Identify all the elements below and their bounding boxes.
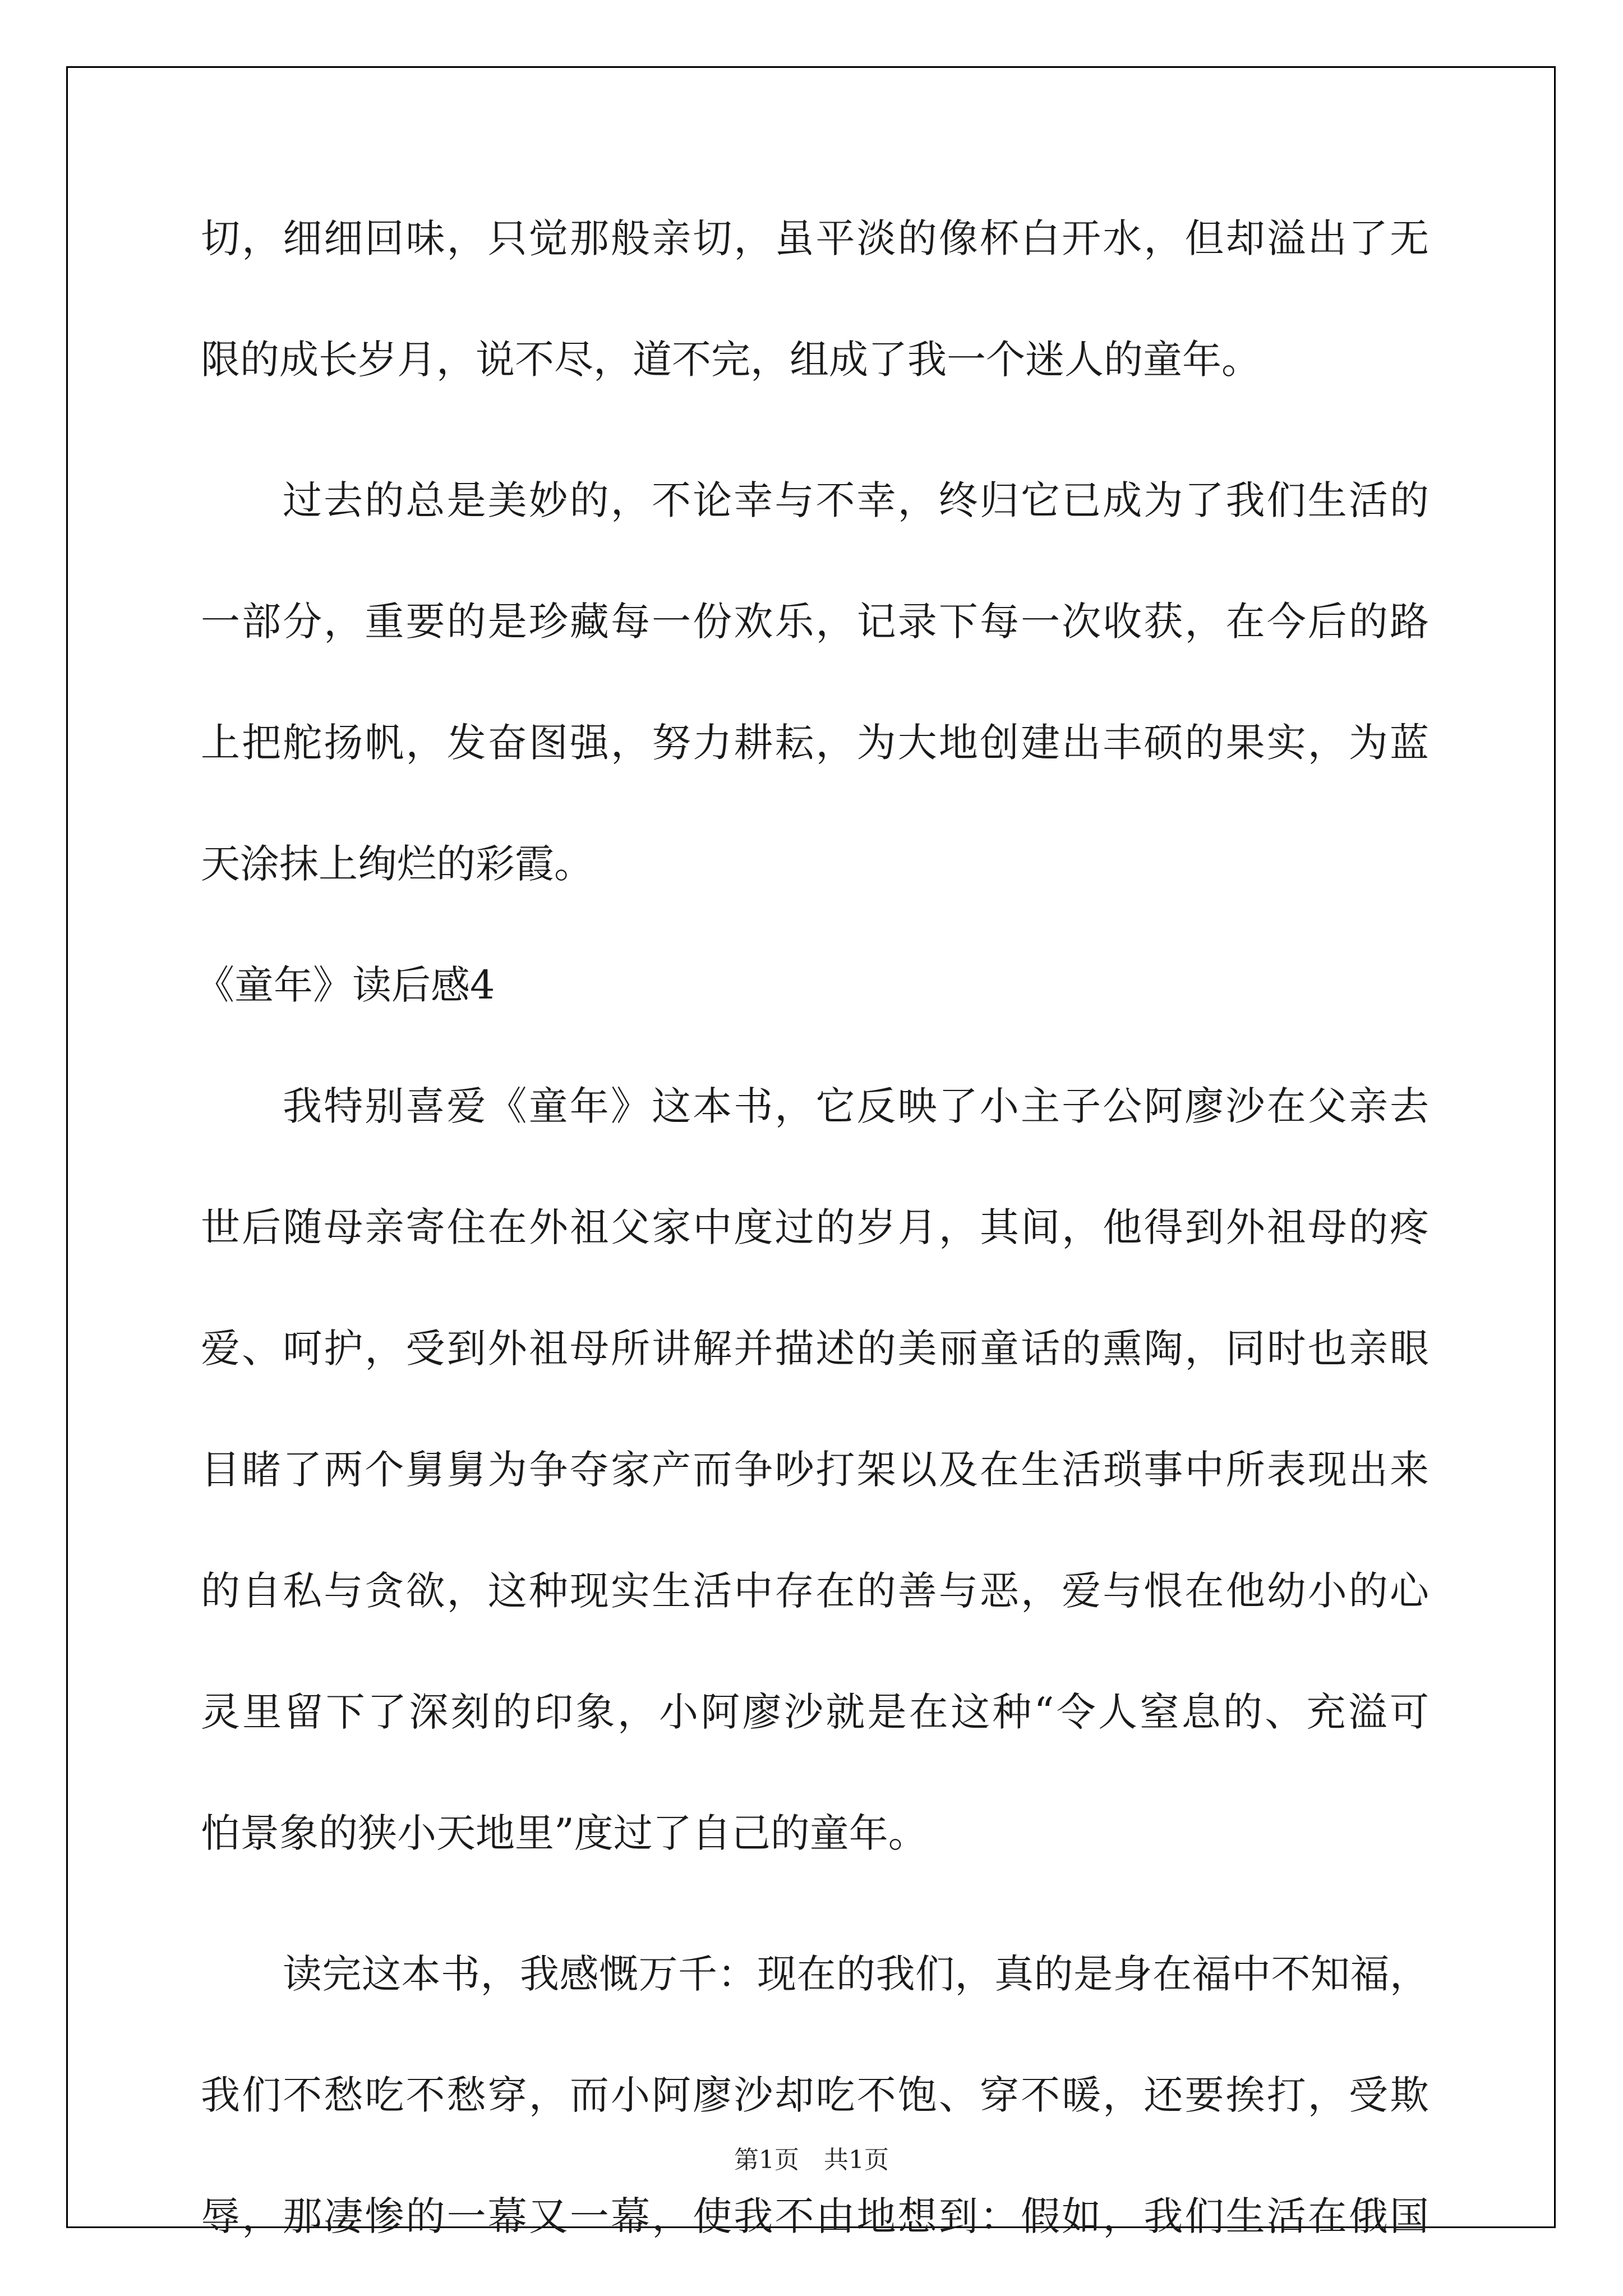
paragraph-4-line-3: 辱，那凄惨的一幕又一幕，使我不由地想到：假如，我们生活在俄国 (201, 2193, 1429, 2239)
document-body (195, 215, 1429, 2239)
paragraph-2-line-4: 天涂抹上绚烂的彩霞。 (201, 841, 593, 887)
paragraph-1-line-2: 限的成长岁月，说不尽，道不完，组成了我一个迷人的童年。 (201, 337, 1261, 383)
paragraph-3-line-1: 我特别喜爱《童年》这本书，它反映了小主子公阿廖沙在父亲去 (283, 1083, 1429, 1129)
paragraph-3-line-2: 世后随母亲寄住在外祖父家中度过的岁月，其间，他得到外祖母的疼 (201, 1204, 1429, 1250)
paragraph-3-line-6: 灵里留下了深刻的印象，小阿廖沙就是在这种“令人窒息的、充溢可 (201, 1689, 1429, 1735)
paragraph-4-line-1: 读完这本书，我感慨万千：现在的我们，真的是身在福中不知福， (283, 1951, 1429, 1997)
paragraph-3-line-4: 目睹了两个舅舅为争夺家产而争吵打架以及在生活琐事中所表现出来 (201, 1447, 1429, 1493)
paragraph-2-line-1: 过去的总是美妙的，不论幸与不幸，终归它已成为了我们生活的 (283, 477, 1429, 523)
paragraph-3-line-5: 的自私与贪欲，这种现实生活中存在的善与恶，爱与恨在他幼小的心 (201, 1568, 1429, 1614)
paragraph-3-line-7: 怕景象的狭小天地里”度过了自己的童年。 (201, 1810, 928, 1856)
page-number-footer: 第1页 共1页 (734, 2146, 889, 2174)
paragraph-1-line-1: 切，细细回味，只觉那般亲切，虽平淡的像杯白开水，但却溢出了无 (201, 215, 1429, 261)
paragraph-2-line-2: 一部分，重要的是珍藏每一份欢乐，记录下每一次收获，在今后的路 (201, 599, 1429, 645)
section-heading: 《童年》读后感4 (195, 962, 495, 1008)
paragraph-4-line-2: 我们不愁吃不愁穿，而小阿廖沙却吃不饱、穿不暖，还要挨打，受欺 (201, 2072, 1429, 2118)
paragraph-2-line-3: 上把舵扬帆，发奋图强，努力耕耘，为大地创建出丰硕的果实，为蓝 (201, 720, 1429, 766)
paragraph-3-line-3: 爱、呵护，受到外祖母所讲解并描述的美丽童话的熏陶，同时也亲眼 (201, 1326, 1429, 1372)
